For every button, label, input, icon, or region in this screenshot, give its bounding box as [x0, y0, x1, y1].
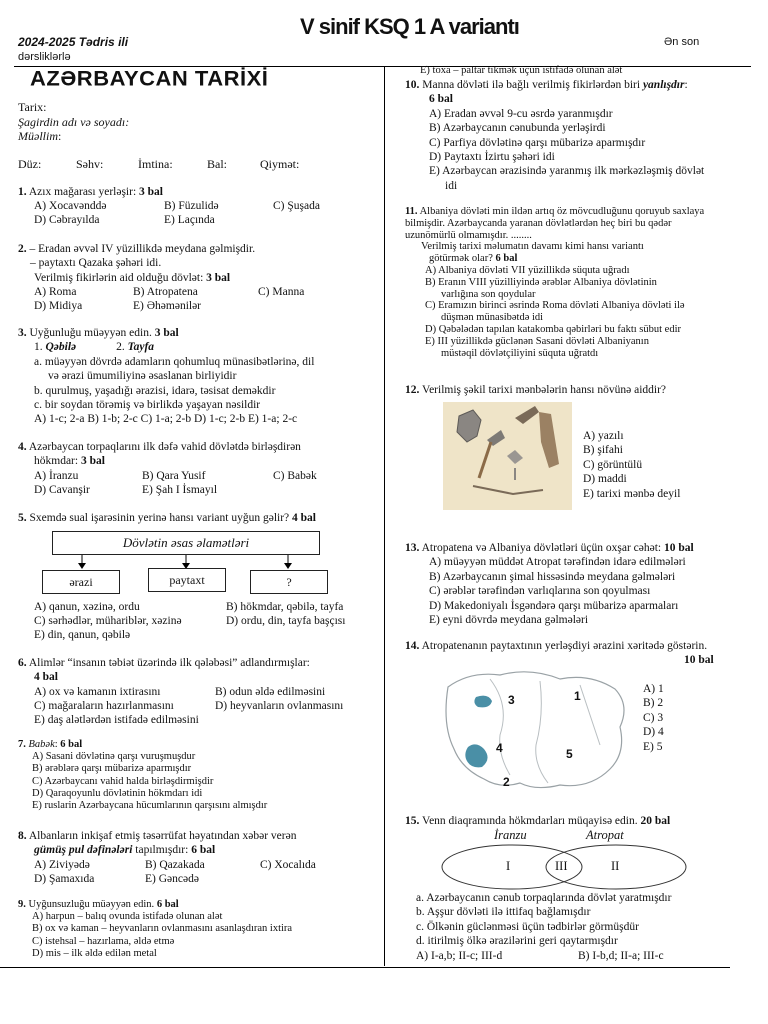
- q11-option-e[interactable]: E) III yüzillikdə güclənən Sasani dövləti Albaniyanın: [425, 335, 649, 347]
- q12-option-e[interactable]: E) tarixi mənbə deyil: [583, 487, 681, 500]
- q2-option-c[interactable]: C) Manna: [258, 286, 305, 299]
- question-5: 5. Sxemdə sual işarəsinin yerinə hansı variant uyğun gəlir? 4 bal: [18, 512, 316, 524]
- q10-option-a[interactable]: A) Eradan əvvəl 9-cu əsrdə yaranmışdır: [429, 107, 613, 120]
- q1-option-c[interactable]: C) Şuşada: [273, 200, 320, 213]
- question-9: 9. Uyğunsuzluğu müəyyən edin. 6 bal A) harpun – balıq ovunda istifadə olunan alət B) ox və kaman – heyvanların ovlanmasını asanlaşdıran ixtira C) istehsal – hazırlama, əldə etmə D) mis – ilk əldə edilən metal: [18, 899, 380, 960]
- map-label-4: 4: [496, 741, 503, 755]
- q5-box-territory: ərazi: [42, 570, 120, 594]
- footer-rule: [0, 967, 730, 968]
- question-12: 12. Verilmiş şəkil tarixi mənbələrin hansı növünə aiddir?: [405, 384, 667, 396]
- form-grade: Qiymət:: [260, 157, 300, 171]
- form-date: Tarix:: [18, 100, 47, 114]
- q12-options: [583, 429, 680, 501]
- q7-option-c[interactable]: C) Azərbaycanı vahid halda birləşdirmişdir: [32, 775, 214, 787]
- form-score: Bal:: [207, 157, 227, 171]
- question-8: 8. Albanların inkişaf etmiş təsərrüfat həyatından xəbər verən gümüş pul dəfinələri tapılmışdır: 6 bal A) Ziviyədə B) Qazakada C) Xocalıda D) Şamaxıda E) Gəncədə: [18, 830, 316, 885]
- form-teacher: Müəllim:: [18, 129, 62, 143]
- q14-option-a[interactable]: A) 1: [643, 683, 664, 695]
- venn-region-3: III: [555, 859, 568, 873]
- q13-option-a[interactable]: A) müəyyən müddət Atropat tərəfindən idarə edilmələri: [429, 556, 686, 569]
- q5-option-b[interactable]: B) hökmdar, qəbilə, tayfa: [226, 601, 344, 613]
- q6-option-b[interactable]: B) odun əldə edilməsini: [215, 685, 326, 698]
- q9-option-b[interactable]: B) ox və kaman – heyvanların ovlanmasını asanlaşdıran ixtira: [32, 923, 293, 935]
- form-correct: Düz:: [18, 157, 42, 171]
- q15-statements: a. Azərbaycanın cənub torpaqlarında dövlət yaratmışdır b. Aşşur dövləti ilə ittifaq bağlamışdır c. Ölkənin güclənməsi üçün tədbirlər görmüşdür d. itirilmiş ölkə ərazilərini geri qaytarmışdır A) I-a,b; II-c; III-d B) I-b,d; II-a; III-c: [416, 892, 672, 962]
- q8-option-d[interactable]: D) Şamaxıda: [34, 872, 95, 885]
- subject-title: AZƏRBAYCAN TARİXİ: [30, 66, 269, 91]
- form-wrong: Səhv:: [76, 157, 104, 171]
- q4-option-c[interactable]: C) Babək: [273, 469, 317, 482]
- q13-option-d[interactable]: D) Makedoniyalı İsgəndərə qarşı mübarizə aparmaları: [429, 599, 679, 612]
- q5-option-c[interactable]: C) sərhədlər, mühariblər, xəzinə: [34, 615, 182, 627]
- map-label-1: 1: [574, 689, 581, 703]
- q10-option-e[interactable]: E) Azərbaycan ərazisində yaranmış ilk mərkəzləşmiş dövlət: [429, 165, 705, 178]
- q5-box-capital: paytaxt: [148, 568, 226, 592]
- school-year: 2024-2025 Tədris ili: [18, 35, 129, 49]
- q12-option-c[interactable]: C) görüntülü: [583, 458, 643, 471]
- q6-option-d[interactable]: D) heyvanların ovlanmasını: [215, 699, 344, 712]
- q8-option-b[interactable]: B) Qazakada: [145, 858, 205, 871]
- map-label-5: 5: [566, 747, 573, 761]
- q8-option-e[interactable]: E) Gəncədə: [145, 872, 199, 885]
- q8-option-c[interactable]: C) Xocalıda: [260, 858, 316, 871]
- q11-option-b[interactable]: B) Eranın VIII yüzilliyində ərəblər Albaniya dövlətinin: [425, 276, 657, 288]
- venn-label-left: İranzu: [494, 828, 527, 842]
- question-1: 1. Azıx mağarası yerləşir: 3 bal A) Xocavənddə B) Füzulidə C) Şuşada D) Cəbrayılda E) Laçında: [18, 186, 320, 227]
- q14-points: 10 bal: [684, 654, 714, 666]
- q12-option-a[interactable]: A) yazılı: [583, 430, 624, 442]
- q14-option-d[interactable]: D) 4: [643, 726, 664, 739]
- q7-option-d[interactable]: D) Qaraqoyunlu dövlətinin hökmdarı idi: [32, 787, 203, 799]
- q5-option-a[interactable]: A) qanun, xəzinə, ordu: [34, 601, 140, 613]
- venn-region-2: II: [611, 859, 620, 873]
- map-label-3: 3: [508, 693, 515, 707]
- q7-option-b[interactable]: B) ərəblərə qarşı mübarizə aparmışdır: [32, 763, 192, 775]
- q14-option-e[interactable]: E) 5: [643, 740, 663, 753]
- q15-option-b[interactable]: B) I-b,d; II-a; III-c: [578, 949, 664, 962]
- q4-option-a[interactable]: A) İranzu: [34, 469, 79, 482]
- q11-option-c[interactable]: C) Eramızın birinci əsrində Roma dövləti Albaniya dövləti ilə: [425, 300, 685, 312]
- question-7: 7. Babək: 6 bal A) Sasani dövlətinə qarşı vuruşmuşdur B) ərəblərə qarşı mübarizə aparmışdır C) Azərbaycanı vahid halda birləşdirmişdir D) Qaraqoyunlu dövlətinin hökmdarı idi E) ruslarin Azərbaycana hücumlarının qarşısını almışdır: [18, 739, 380, 812]
- question-6: 6. Alimlər “insanın təbiət üzərində ilk qələbəsi” adlandırmışlar: 4 bal A) ox və kamanın ixtirasını B) odun əldə edilməsini C) mağaraların hazırlanmasını D) heyvanların ovlanmasını E) daş alətlərdən istifadə edilməsini: [18, 657, 344, 726]
- q5-options: [18, 600, 380, 642]
- q11-option-a[interactable]: A) Albaniya dövləti VII yüzillikdə süquta uğradı: [425, 264, 630, 276]
- q10-option-c[interactable]: C) Parfiya dövlətinə qarşı mübarizə aparmışdır: [429, 136, 646, 149]
- column-divider: [384, 66, 385, 966]
- question-3: 3. Uyğunluğu müəyyən edin. 3 bal 1. Qəbilə 2. Tayfa a. müəyyən dövrdə adamların qohumluq münasibətlərinə, dil və ərazi ümumiliyinə əsaslanan birliyidir b. qurulmuş, yaşadığı ərazisi, idarə, təsisat deməkdir c. bir soydan törəmiş və birlikdə yaşayan nəsildir A) 1-c; 2-a B) 1-b; 2-c C) 1-a; 2-b D) 1-c; 2-b E) 1-a; 2-c: [18, 326, 378, 427]
- q7-option-e[interactable]: E) ruslarin Azərbaycana hücumlarının qarşısını almışdır: [32, 800, 268, 812]
- question-14: 14. Atropatenanın paytaxtının yerləşdiyi ərazini xəritədə göstərin.: [405, 640, 708, 652]
- q9-option-e[interactable]: E) toxa – paltar tikmək üçün istifadə olunan alət: [420, 65, 623, 76]
- books-note: dərsliklərlə: [18, 51, 71, 63]
- q2-option-e[interactable]: E) Əhəmənilər: [133, 300, 202, 313]
- q10-option-d[interactable]: D) Paytaxtı İzirtu şəhəri idi: [429, 151, 555, 164]
- q13-option-b[interactable]: B) Azərbaycanın şimal hissəsində meydana gəlmələri: [429, 570, 676, 583]
- form-skip: İmtina:: [138, 157, 173, 171]
- question-10: 10. Manna dövləti ilə bağlı verilmiş fikirlərdən biri yanlışdır: 6 bal A) Eradan əvvəl 9-cu əsrdə yaranmışdır B) Azərbaycanın cənubunda yerləşirdi C) Parfiya dövlətinə qarşı mübarizə aparmışdır D) Paytaxtı İzirtu şəhəri idi E) Azərbaycan ərazisində yaranmış ilk mərkəzləşmiş dövlət idi: [405, 78, 755, 193]
- q3-options[interactable]: A) 1-c; 2-a B) 1-b; 2-c C) 1-a; 2-b D) 1-c; 2-b E) 1-a; 2-c: [34, 413, 298, 426]
- q7-option-a[interactable]: A) Sasani dövlətinə qarşı vuruşmuşdur: [32, 751, 196, 763]
- q9-option-a[interactable]: A) harpun – balıq ovunda istifadə olunan alət: [32, 911, 223, 923]
- q4-option-d[interactable]: D) Cavanşir: [34, 483, 90, 496]
- q12-option-d[interactable]: D) maddi: [583, 473, 627, 486]
- map-label-2: 2: [503, 775, 510, 789]
- q5-option-d[interactable]: D) ordu, din, tayfa başçısı: [226, 615, 346, 627]
- q5-box-question: ?: [250, 570, 328, 594]
- question-4: 4. Azərbaycan torpaqlarını ilk dəfə vahid dövlətdə birləşdirən hökmdar: 3 bal A) İranzu B) Qara Yusif C) Babək D) Cavanşir E) Şah I İsmayıl: [18, 441, 317, 496]
- q2-option-b[interactable]: B) Atropatena: [133, 286, 198, 299]
- q10-option-b[interactable]: B) Azərbaycanın cənubunda yerləşirdi: [429, 122, 606, 135]
- q1-option-d[interactable]: D) Cəbrayılda: [34, 214, 100, 227]
- q13-option-e[interactable]: E) eyni dövrdə meydana gəlmələri: [429, 614, 589, 627]
- q8-option-a[interactable]: A) Ziviyədə: [34, 858, 90, 871]
- q13-option-c[interactable]: C) ərəblər tərəfindən varlıqlarına son qoyulması: [429, 585, 651, 598]
- q14-option-c[interactable]: C) 3: [643, 711, 664, 724]
- q6-option-c[interactable]: C) mağaraların hazırlanmasını: [34, 699, 174, 712]
- question-11: 11. Albaniya dövləti min ildən artıq öz mövcudluğunu qoruyub saxlaya bilmişdir. Azərbaycanda yaranan dövlətlərdən heç biri bu qədər uzunömürlü olmamışdır. ........ Verilmiş tarixi məlumatın davamı kimi hansı variantı götürmək olar? 6 bal A) Albaniya dövləti VII yüzillikdə süquta uğradı B) Eranın VIII yüzilliyində ərəblər Albaniya dövlətinin varlığına son qoydular C) Eramızın birinci əsrində Roma dövləti Albaniya dövləti ilə düşmən münasibətdə idi D) Qəbələdən tapılan katakomba qəbirləri bu faktı sübut edir E) III yüzillikdə güclənən Sasani dövləti Albaniyanın müstəqil dövlətçiliyini süquta uğratdı: [405, 206, 755, 359]
- q9-option-d[interactable]: D) mis – ilk əldə edilən metal: [32, 947, 157, 959]
- q6-option-e[interactable]: E) daş alətlərdən istifadə edilməsini: [34, 713, 199, 726]
- venn-label-right: Atropat: [586, 828, 624, 842]
- q5-option-e[interactable]: E) din, qanun, qəbilə: [34, 629, 131, 641]
- header-tag: Ən son: [664, 36, 700, 48]
- question-13: 13. Atropatena və Albaniya dövlətləri üçün oxşar cəhət: 10 bal A) müəyyən müddət Atropat tərəfindən idarə edilmələri B) Azərbaycanın şimal hissəsində meydana gəlmələri C) ərəblər tərəfindən varlıqlarına son qoyulması D) Makedoniyalı İsgəndərə qarşı mübarizə aparmaları E) eyni dövrdə meydana gəlmələri: [405, 541, 755, 627]
- q1-option-a[interactable]: A) Xocavənddə: [34, 200, 107, 213]
- venn-region-1: I: [506, 859, 511, 873]
- form-student: Şagirdin adı və soyadı:: [18, 115, 130, 129]
- q5-main-box: Dövlətin əsas əlamətləri: [52, 531, 320, 555]
- q12-option-b[interactable]: B) şifahi: [583, 444, 623, 457]
- q4-option-e[interactable]: E) Şah I İsmayıl: [142, 483, 218, 496]
- q6-option-a[interactable]: A) ox və kamanın ixtirasını: [34, 685, 161, 698]
- q4-option-b[interactable]: B) Qara Yusif: [142, 469, 206, 482]
- q11-option-d[interactable]: D) Qəbələdən tapılan katakomba qəbirləri bu faktı sübut edir: [425, 323, 681, 335]
- q14-option-b[interactable]: B) 2: [643, 697, 664, 710]
- q12-artifacts-image: [443, 402, 572, 510]
- q9-option-c[interactable]: C) istehsal – hazırlama, əldə etmə: [32, 935, 175, 947]
- question-15: 15. Venn diaqramında hökmdarları müqayisə edin. 20 bal: [405, 815, 671, 827]
- question-2: 2. – Eradan əvvəl IV yüzillikdə meydana gəlmişdir. – paytaxtı Qazaka şəhəri idi. Verilmiş fikirlərin aid olduğu dövlət: 3 bal A) Roma B) Atropatena C) Manna D) Midiya E) Əhəmənilər: [18, 243, 305, 313]
- q14-map: [440, 665, 635, 795]
- q1-option-b[interactable]: B) Füzulidə: [164, 200, 219, 213]
- q14-options: [643, 682, 664, 754]
- q2-option-a[interactable]: A) Roma: [34, 286, 77, 299]
- q1-option-e[interactable]: E) Laçında: [164, 214, 215, 227]
- page-title: V sinif KSQ 1 A variantı: [300, 14, 519, 39]
- q2-option-d[interactable]: D) Midiya: [34, 300, 83, 313]
- q15-option-a[interactable]: A) I-a,b; II-c; III-d: [416, 949, 503, 962]
